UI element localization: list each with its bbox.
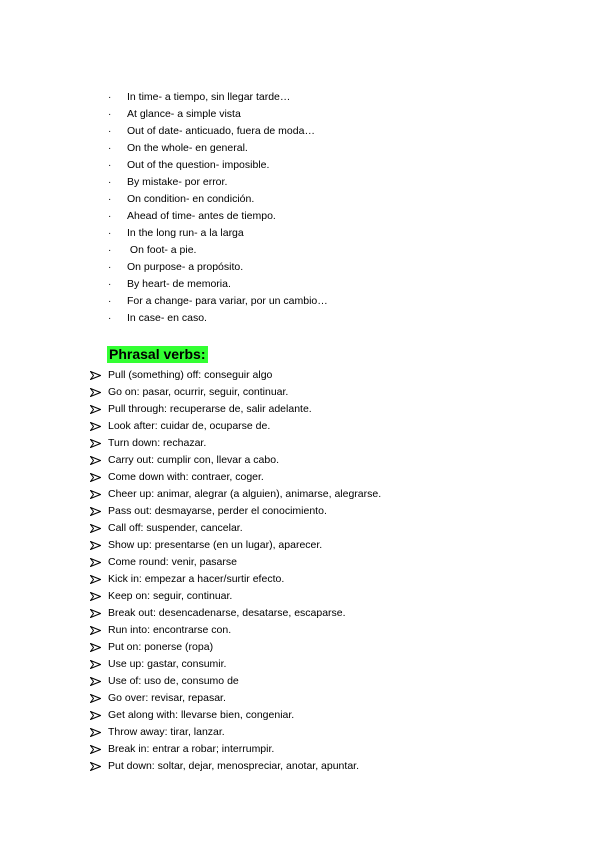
list-item [90, 622, 381, 639]
arrowhead-bullet-icon [90, 643, 108, 652]
list-item [90, 486, 381, 503]
phrasal-verb-text: Look after: cuidar de, ocuparse de. [108, 420, 271, 432]
arrowhead-bullet-icon [90, 422, 108, 431]
dot-bullet-icon: · [108, 177, 112, 188]
list-item [90, 758, 381, 775]
arrowhead-bullet-icon [90, 456, 108, 465]
list-item [108, 276, 328, 293]
dot-bullet-icon: · [108, 126, 112, 137]
dot-bullet-icon: · [108, 313, 112, 324]
dot-bullet-icon: · [108, 160, 112, 171]
dot-bullet-icon: · [108, 262, 112, 273]
phrasal-verb-text: Put down: soltar, dejar, menospreciar, anotar, apuntar. [108, 760, 359, 772]
list-item [108, 191, 328, 208]
phrasal-verb-text: Come down with: contraer, coger. [108, 471, 264, 483]
list-item [108, 157, 328, 174]
arrowhead-bullet-icon [90, 371, 108, 380]
list-item [90, 367, 381, 384]
list-item [90, 673, 381, 690]
phrasal-verb-text: Go on: pasar, ocurrir, seguir, continuar. [108, 386, 289, 398]
list-item [90, 469, 381, 486]
expression-text: In case- en caso. [127, 312, 207, 324]
list-item [108, 208, 328, 225]
list-item [108, 89, 328, 106]
list-item [90, 571, 381, 588]
phrasal-verb-text: Break out: desencadenarse, desatarse, escaparse. [108, 607, 346, 619]
arrowhead-bullet-icon [90, 711, 108, 720]
list-item [108, 174, 328, 191]
expression-text: In time- a tiempo, sin llegar tarde… [127, 91, 291, 103]
arrowhead-bullet-icon [90, 694, 108, 703]
phrasal-verb-text: Use of: uso de, consumo de [108, 675, 239, 687]
expression-text: In the long run- a la larga [127, 227, 244, 239]
list-item [108, 242, 328, 259]
phrasal-verb-text: Use up: gastar, consumir. [108, 658, 227, 670]
expressions-list [108, 89, 328, 327]
arrowhead-bullet-icon [90, 558, 108, 567]
dot-bullet-icon: · [108, 296, 112, 307]
arrowhead-bullet-icon [90, 592, 108, 601]
dot-bullet-icon: · [108, 143, 112, 154]
arrowhead-bullet-icon [90, 473, 108, 482]
phrasal-verbs-heading: Phrasal verbs: [109, 346, 206, 362]
arrowhead-bullet-icon [90, 745, 108, 754]
phrasal-verb-text: Turn down: rechazar. [108, 437, 207, 449]
arrowhead-bullet-icon [90, 524, 108, 533]
list-item [108, 225, 328, 242]
phrasal-verb-text: Break in: entrar a robar; interrumpir. [108, 743, 275, 755]
list-item [90, 401, 381, 418]
arrowhead-bullet-icon [90, 405, 108, 414]
phrasal-verb-text: Show up: presentarse (en un lugar), aparecer. [108, 539, 323, 551]
expression-text: Out of the question- imposible. [127, 159, 270, 171]
expression-text: On the whole- en general. [127, 142, 248, 154]
list-item [108, 293, 328, 310]
dot-bullet-icon: · [108, 211, 112, 222]
phrasal-verb-text: Put on: ponerse (ropa) [108, 641, 214, 653]
expression-text: Out of date- anticuado, fuera de moda… [127, 125, 315, 137]
dot-bullet-icon: · [108, 109, 112, 120]
list-item [90, 452, 381, 469]
phrasal-verb-text: Throw away: tirar, lanzar. [108, 726, 225, 738]
phrasal-verb-text: Pass out: desmayarse, perder el conocimiento. [108, 505, 327, 517]
arrowhead-bullet-icon [90, 575, 108, 584]
phrasal-verb-text: Get along with: llevarse bien, congeniar. [108, 709, 295, 721]
arrowhead-bullet-icon [90, 677, 108, 686]
list-item [90, 741, 381, 758]
list-item [108, 106, 328, 123]
list-item [90, 724, 381, 741]
list-item [90, 639, 381, 656]
phrasal-verbs-list [90, 367, 381, 775]
phrasal-verb-text: Run into: encontrarse con. [108, 624, 232, 636]
dot-bullet-icon: · [108, 92, 112, 103]
expression-text: By mistake- por error. [127, 176, 228, 188]
phrasal-verb-text: Cheer up: animar, alegrar (a alguien), animarse, alegrarse. [108, 488, 382, 500]
arrowhead-bullet-icon [90, 762, 108, 771]
expression-text: By heart- de memoria. [127, 278, 231, 290]
list-item [90, 537, 381, 554]
list-item [90, 520, 381, 537]
list-item [90, 384, 381, 401]
arrowhead-bullet-icon [90, 490, 108, 499]
phrasal-verb-text: Kick in: empezar a hacer/surtir efecto. [108, 573, 285, 585]
phrasal-verb-text: Carry out: cumplir con, llevar a cabo. [108, 454, 279, 466]
list-item [90, 418, 381, 435]
list-item [108, 259, 328, 276]
arrowhead-bullet-icon [90, 541, 108, 550]
phrasal-verb-text: Go over: revisar, repasar. [108, 692, 226, 704]
list-item [90, 554, 381, 571]
list-item [108, 123, 328, 140]
arrowhead-bullet-icon [90, 439, 108, 448]
list-item [90, 707, 381, 724]
phrasal-verb-text: Pull (something) off: conseguir algo [108, 369, 273, 381]
phrasal-verb-text: Pull through: recuperarse de, salir adelante. [108, 403, 312, 415]
list-item [90, 435, 381, 452]
phrasal-verb-text: Call off: suspender, cancelar. [108, 522, 243, 534]
expression-text: For a change- para variar, por un cambio… [127, 295, 328, 307]
dot-bullet-icon: · [108, 279, 112, 290]
list-item [108, 310, 328, 327]
expression-text: On foot- a pie. [127, 244, 197, 256]
list-item [108, 140, 328, 157]
expression-text: On purpose- a propósito. [127, 261, 244, 273]
arrowhead-bullet-icon [90, 660, 108, 669]
arrowhead-bullet-icon [90, 626, 108, 635]
list-item [90, 656, 381, 673]
phrasal-verb-text: Keep on: seguir, continuar. [108, 590, 233, 602]
expression-text: On condition- en condición. [127, 193, 255, 205]
arrowhead-bullet-icon [90, 388, 108, 397]
dot-bullet-icon: · [108, 194, 112, 205]
list-item [90, 588, 381, 605]
arrowhead-bullet-icon [90, 609, 108, 618]
expression-text: At glance- a simple vista [127, 108, 241, 120]
arrowhead-bullet-icon [90, 728, 108, 737]
arrowhead-bullet-icon [90, 507, 108, 516]
list-item [90, 605, 381, 622]
list-item [90, 503, 381, 520]
dot-bullet-icon: · [108, 228, 112, 239]
phrasal-verb-text: Come round: venir, pasarse [108, 556, 237, 568]
dot-bullet-icon: · [108, 245, 112, 256]
list-item [90, 690, 381, 707]
expression-text: Ahead of time- antes de tiempo. [127, 210, 276, 222]
